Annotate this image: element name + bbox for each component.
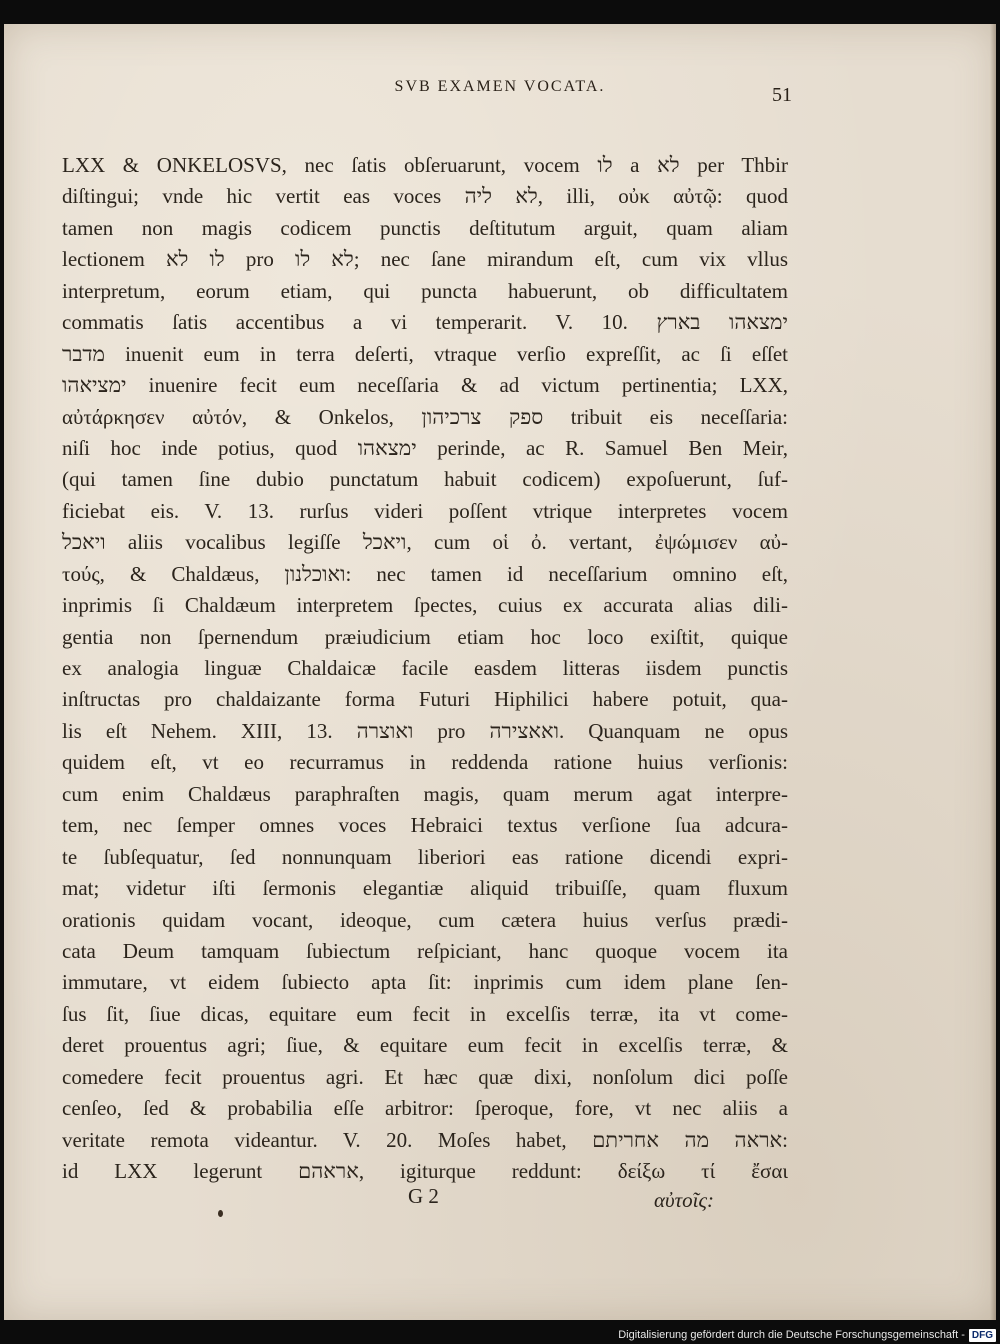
text-line: deret prouentus agri; ſiue, & equitare eum fecit in excelſis terræ, & — [62, 1033, 788, 1058]
text-line: interpretum, eorum etiam, qui puncta habuerunt, ob difficultatem — [62, 278, 788, 303]
text-line: ימציאהו inuenire fecit eum neceſſaria & ad victum pertinentia; LXX, — [62, 373, 788, 398]
running-head: SVB EXAMEN VOCATA. — [394, 78, 606, 95]
ink-spot — [218, 1210, 223, 1217]
text-line: cenſeo, ſed & probabilia eſſe arbitror: ſperoque, fore, vt nec aliis a — [62, 1096, 788, 1121]
text-line: diſtingui; vnde hic vertit eas voces לא ליה, illi, οὐκ αὐτῷ: quod — [62, 184, 788, 209]
text-line: cum enim Chaldæus paraphraſten magis, quam merum agat interpre- — [62, 781, 788, 806]
digitization-footer — [0, 1326, 996, 1344]
text-line: te ſubſequatur, ſed nonnunquam liberiori eas ratione dicendi expri- — [62, 844, 788, 869]
text-line: orationis quidam vocant, ideoque, cum cætera huius verſus prædi- — [62, 907, 788, 932]
footer-credit-text: Digitalisierung gefördert durch die Deutsche Forschungsgemeinschaft - — [618, 1329, 965, 1341]
page-number: 51 — [772, 84, 792, 106]
dfg-logo: DFG — [969, 1329, 996, 1342]
text-line: veritate remota videantur. V. 20. Moſes habet, אראה מה אחריתם: — [62, 1127, 789, 1152]
text-line: inſtructas pro chaldaizante forma Futuri Hiphilici habere potuit, qua- — [62, 687, 788, 712]
text-line: ficiebat eis. V. 13. rurſus videri poſſent vtrique interpretes vocem — [62, 498, 788, 523]
body-text — [62, 150, 788, 1187]
page-edge-shadow — [990, 24, 996, 1320]
text-line: LXX & ONKELOSVS, nec ſatis obſeruarunt, vocem לו a לא per Thbir — [62, 153, 789, 177]
text-line: comedere fecit prouentus agri. Et hæc quæ dixi, nonſolum dici poſſe — [62, 1064, 788, 1089]
text-line: lectionem לו לא pro לא לו; nec ſane mirandum eſt, cum vix vllus — [62, 247, 789, 272]
text-line: tamen non magis codicem punctis deſtitutum arguit, quam aliam — [62, 215, 788, 240]
text-line: lis eſt Nehem. XIII, 13. ואוצרה pro ואאצירה. Quanquam ne opus — [62, 718, 788, 743]
signature-mark: G 2 — [408, 1184, 439, 1208]
scanned-page — [4, 24, 996, 1320]
text-line: immutare, vt eidem ſubiecto apta ſit: inprimis cum idem plane ſen- — [62, 970, 788, 995]
text-line: tem, nec ſemper omnes voces Hebraici textus verſione ſua adcura- — [62, 813, 788, 838]
text-line: (qui tamen ſine dubio punctatum habuit codicem) expoſuerunt, ſuf- — [62, 467, 788, 492]
text-line: mat; videtur iſti ſermonis elegantiæ aliquid tribuiſſe, quam fluxum — [62, 876, 788, 901]
text-line: inprimis ſi Chaldæum interpretem ſpectes, cuius ex accurata alias dili- — [62, 593, 788, 618]
text-line: commatis ſatis accentibus a vi temperarit. V. 10. ימצאהו בארץ — [62, 310, 788, 335]
text-line: τούς, & Chaldæus, ואוכלנון: nec tamen id neceſſarium omnino eſt, — [62, 561, 788, 586]
text-line: ſus ſit, ſiue dicas, equitare eum fecit in excelſis terræ, ita vt come- — [62, 1001, 788, 1026]
catchword: αὐτοῖς: — [654, 1188, 715, 1212]
text-line: מדבר inuenit eum in terra deſerti, vtraque verſio expreſſit, ac ſi eſſet — [62, 341, 788, 366]
text-line: cata Deum tamquam ſubiectum reſpiciant, hanc quoque vocem ita — [62, 938, 788, 963]
text-line: id LXX legerunt אראהם, igiturque reddunt: δείξω τί ἔσαι — [62, 1159, 789, 1183]
text-line: ex analogia linguæ Chaldaicæ facile easdem litteras iisdem punctis — [62, 656, 788, 680]
text-line: αὐτάρκησεν αὐτόν, & Onkelos, ספק צרכיהון tribuit eis neceſſaria: — [62, 404, 788, 429]
text-line: quidem eſt, vt eo recurramus in reddenda ratione huius verſionis: — [62, 750, 788, 775]
text-line: gentia non ſpernendum præiudicium etiam hoc loco exiſtit, quique — [62, 624, 788, 649]
text-line: niſi hoc inde potius, quod ימצאהו perinde, ac R. Samuel Ben Meir, — [62, 435, 788, 460]
text-line: ויאכל aliis vocalibus legiſſe ויאכל, cum οἱ ὀ. vertant, ἐψώμισεν αὐ- — [62, 530, 788, 555]
